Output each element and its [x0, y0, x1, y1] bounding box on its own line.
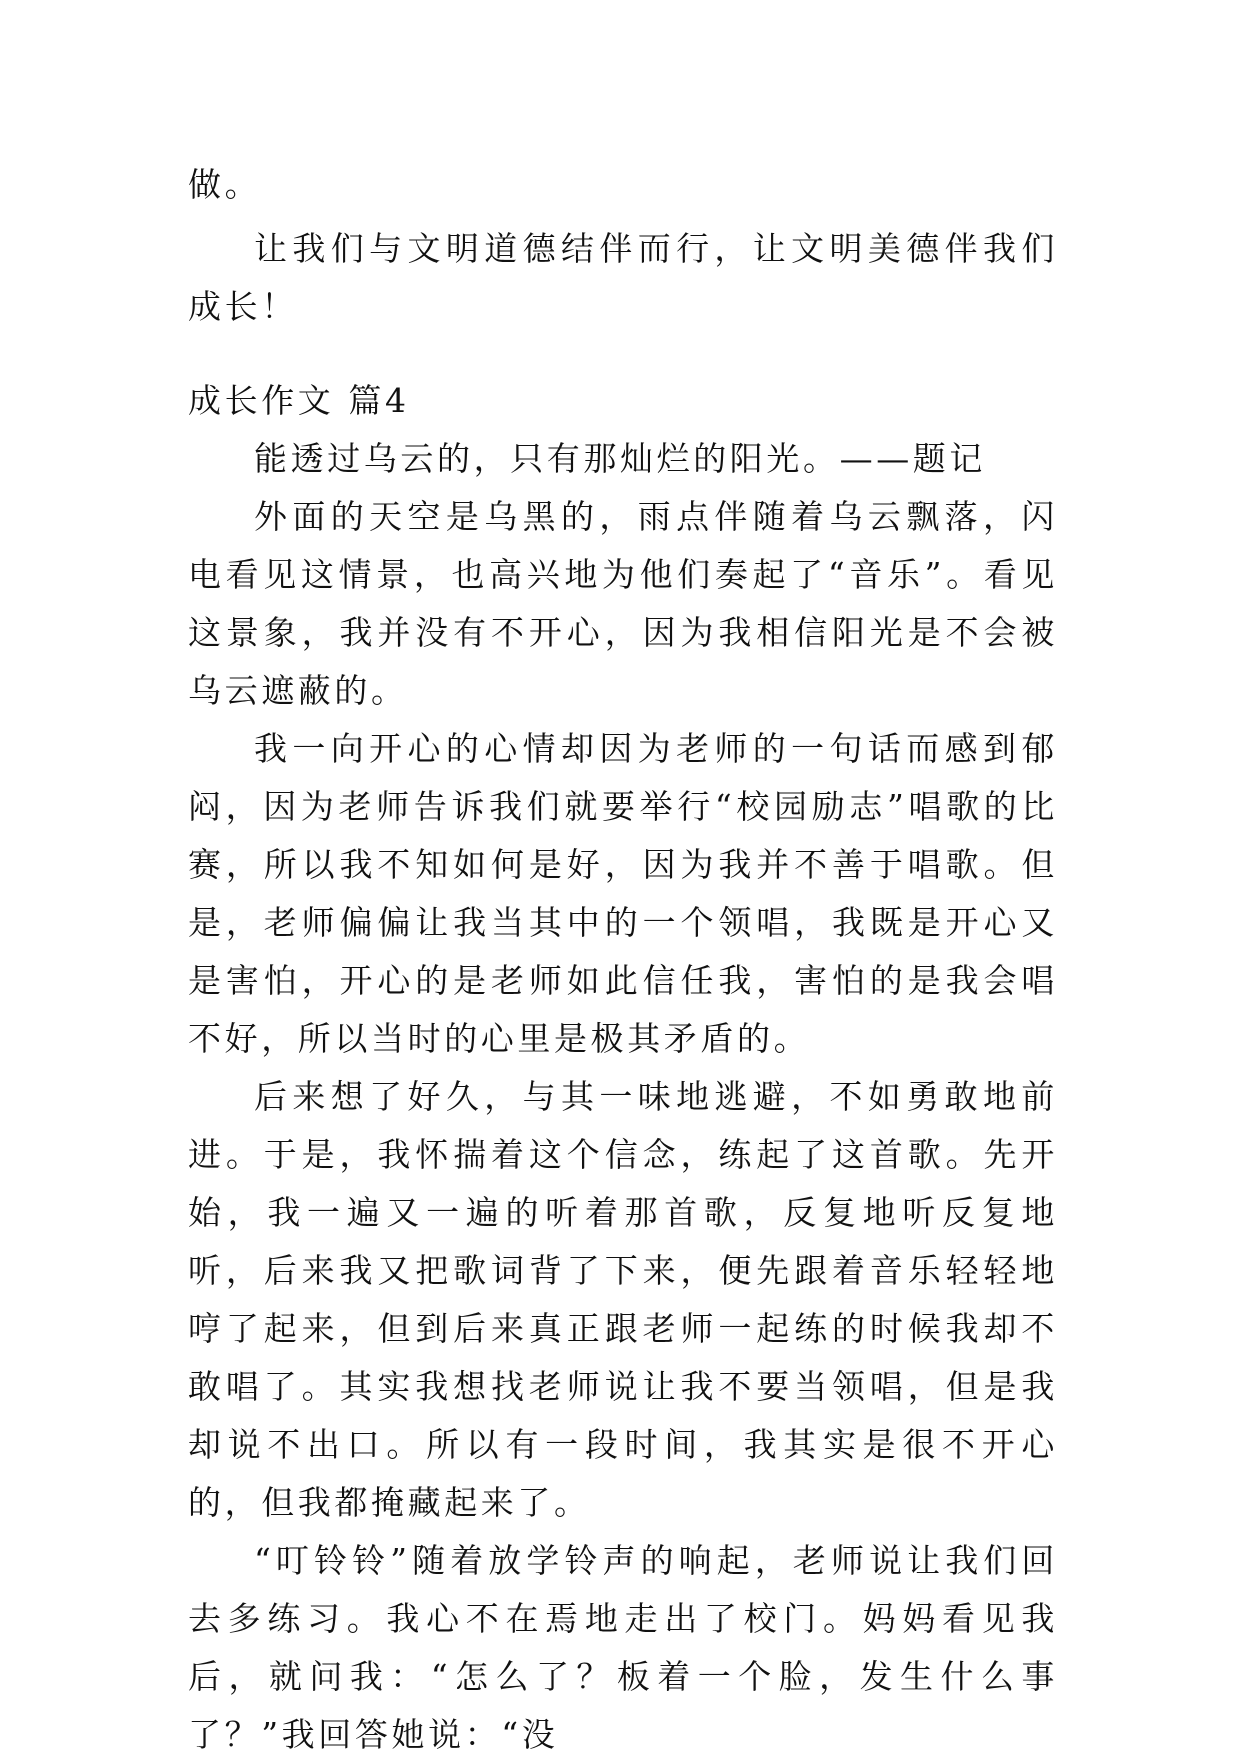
section-number: 篇4 [348, 381, 410, 420]
section-heading [188, 372, 1058, 430]
body-paragraph: 后来想了好久，与其一味地逃避，不如勇敢地前进。于是，我怀揣着这个信念，练起了这首歌。先开始，我一遍又一遍的听着那首歌，反复地听反复地听，后来我又把歌词背了下来，便先跟着音乐轻轻地哼了起来，但到后来真正跟老师一起练的时候我却不敢唱了。其实我想找老师说让我不要当领唱，但是我却说不出口。所以有一段时间，我其实是很不开心的，但我都掩藏起来了。 [188, 1077, 1058, 1522]
document-body [188, 156, 1058, 1764]
epigraph-paragraph: 能透过乌云的，只有那灿烂的阳光。——题记 [254, 439, 986, 478]
body-paragraph: 我一向开心的心情却因为老师的一句话而感到郁闷，因为老师告诉我们就要举行“校园励志”唱歌的比赛，所以我不知如何是好，因为我并不善于唱歌。但是，老师偏偏让我当其中的一个领唱，我既是开心又是害怕，开心的是老师如此信任我，害怕的是我会唱不好，所以当时的心里是极其矛盾的。 [188, 729, 1058, 1058]
body-paragraph: “叮铃铃”随着放学铃声的响起，老师说让我们回去多练习。我心不在焉地走出了校门。妈妈看见我后，就问我：“怎么了？板着一个脸，发生什么事了？”我回答她说：“没 [188, 1541, 1058, 1754]
continuation-paragraph: 做。 [188, 165, 262, 204]
section-title: 成长作文 [188, 381, 335, 420]
body-paragraph: 外面的天空是乌黑的，雨点伴随着乌云飘落，闪电看见这情景，也高兴地为他们奏起了“音乐”。看见这景象，我并没有不开心，因为我相信阳光是不会被乌云遮蔽的。 [188, 497, 1058, 710]
closing-paragraph: 让我们与文明道德结伴而行，让文明美德伴我们成长！ [188, 229, 1058, 326]
